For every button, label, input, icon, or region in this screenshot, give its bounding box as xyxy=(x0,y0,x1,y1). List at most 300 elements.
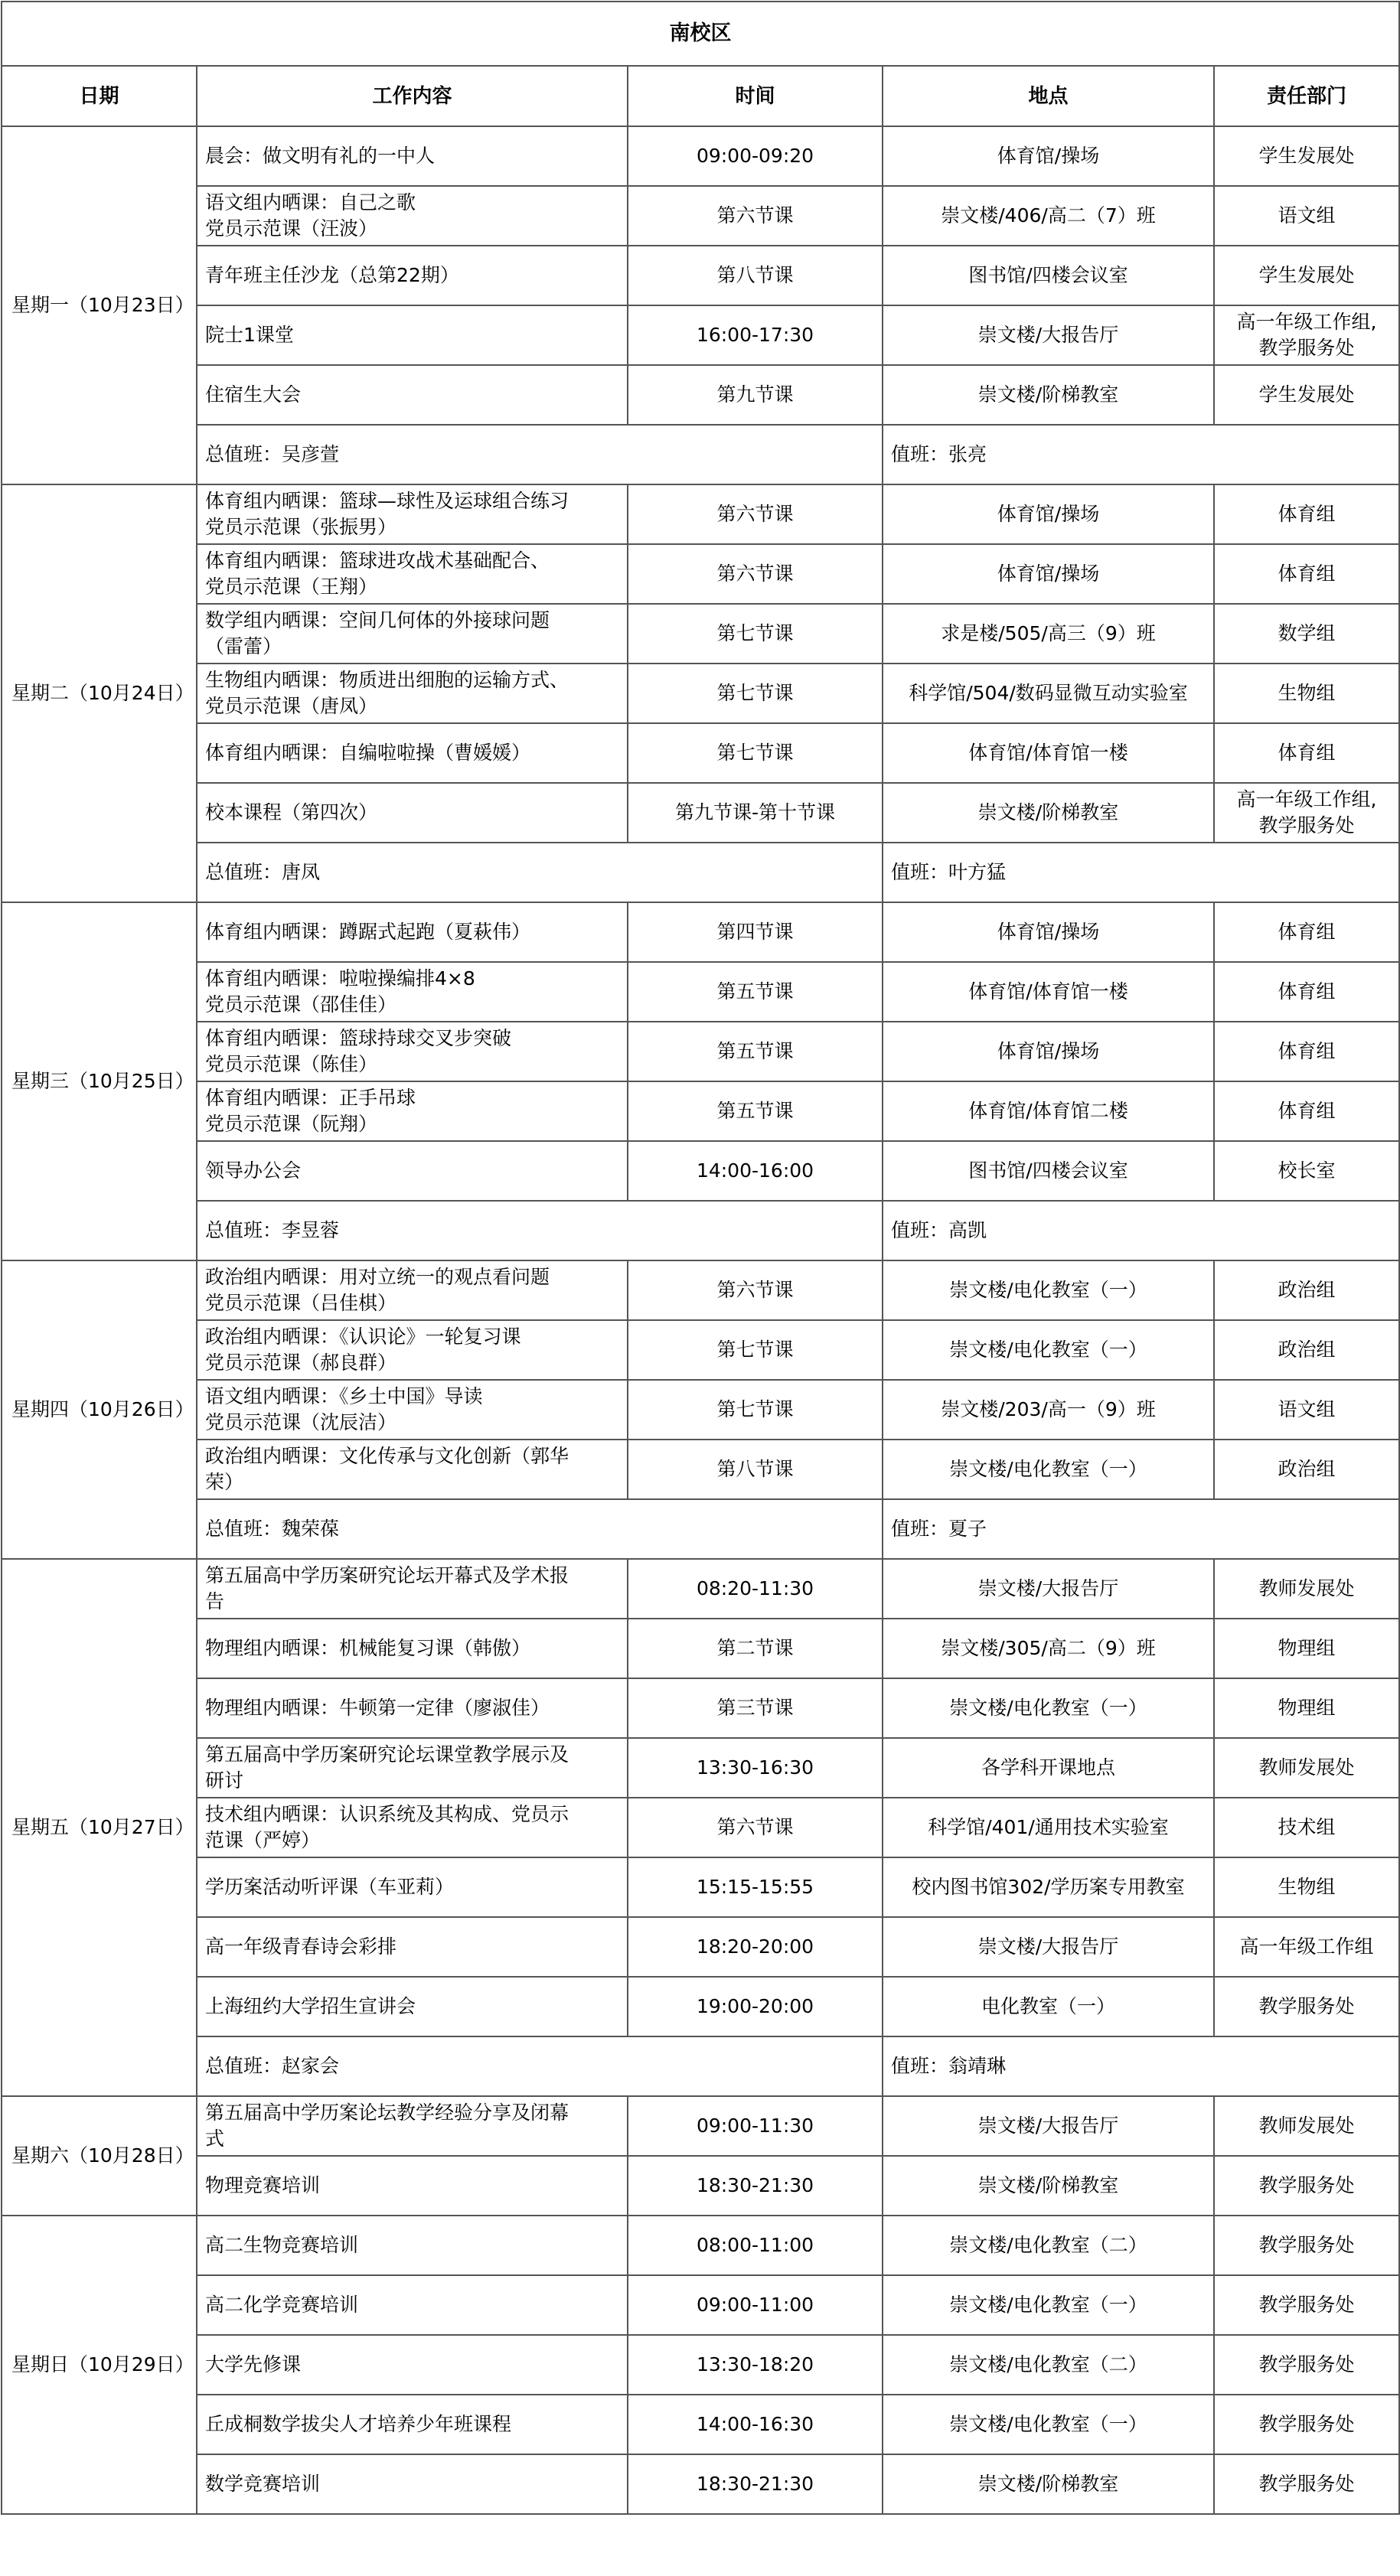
dept-cell-text: 体育组 xyxy=(1278,980,1336,1003)
place-cell xyxy=(883,1678,1214,1738)
work-content-cell-text: 范课（严婷） xyxy=(205,1829,321,1851)
dept-cell-text: 高一年级工作组, xyxy=(1236,311,1377,333)
time-cell xyxy=(628,1440,883,1499)
table-row xyxy=(2,1141,1399,1201)
header-place: 地点 xyxy=(883,66,1214,126)
time-cell xyxy=(628,1917,883,1977)
place-cell-text: 电化教室（一） xyxy=(981,1995,1115,2017)
table-row xyxy=(2,783,1399,843)
dept-cell-text: 政治组 xyxy=(1278,1339,1336,1361)
dept-cell xyxy=(1214,1260,1399,1320)
dept-cell xyxy=(1214,186,1399,246)
dept-cell-text: 高一年级工作组 xyxy=(1239,1935,1374,1958)
work-content-cell-text: 政治组内晒课：用对立统一的观点看问题 xyxy=(205,1266,550,1288)
dept-cell-text: 技术组 xyxy=(1278,1816,1336,1838)
time-cell xyxy=(628,2216,883,2275)
header-dept: 责任部门 xyxy=(1214,66,1399,126)
place-cell-text: 崇文楼/大报告厅 xyxy=(977,324,1119,346)
place-cell-text: 崇文楼/阶梯教室 xyxy=(977,2473,1119,2495)
work-content-cell-text: 数学组内晒课：空间几何体的外接球问题 xyxy=(205,609,550,631)
place-cell xyxy=(883,783,1214,843)
place-cell-text: 崇文楼/电化教室（一） xyxy=(949,1279,1147,1301)
table-row xyxy=(2,1081,1399,1141)
work-content-cell xyxy=(197,1798,628,1857)
time-cell xyxy=(628,902,883,962)
work-content-cell-text: 政治组内晒课：《认识论》一轮复习课 xyxy=(205,1325,521,1348)
dept-cell xyxy=(1214,484,1399,544)
place-cell-text: 校内图书馆302/学历案专用教室 xyxy=(912,1876,1185,1898)
table-row xyxy=(2,1320,1399,1380)
table-row xyxy=(2,962,1399,1022)
time-cell xyxy=(628,186,883,246)
work-content-cell-text: 生物组内晒课：物质进出细胞的运输方式、 xyxy=(205,669,569,691)
day-label-cell xyxy=(2,126,197,484)
dept-cell-text: 政治组 xyxy=(1278,1279,1336,1301)
dept-cell-text: 学生发展处 xyxy=(1258,145,1355,167)
dept-cell xyxy=(1214,1977,1399,2036)
place-cell xyxy=(883,1440,1214,1499)
time-cell-text: 第七节课 xyxy=(716,622,794,644)
work-content-cell-text: 物理组内晒课：牛顿第一定律（廖淑佳） xyxy=(205,1697,550,1719)
work-content-cell-text: 第五届高中学历案研究论坛课堂教学展示及 xyxy=(205,1743,569,1766)
dept-cell xyxy=(1214,1141,1399,1201)
dept-cell-text: 教学服务处 xyxy=(1258,2234,1355,2256)
place-cell-text: 崇文楼/203/高一（9）班 xyxy=(941,1398,1156,1420)
duty-row xyxy=(2,1499,1399,1559)
work-content-cell-text: 党员示范课（王翔） xyxy=(205,576,378,598)
dept-cell xyxy=(1214,2335,1399,2395)
dept-cell xyxy=(1214,1022,1399,1081)
time-cell-text: 第七节课 xyxy=(716,682,794,704)
duty-row xyxy=(2,843,1399,902)
work-content-cell-text: 式 xyxy=(205,2128,225,2150)
time-cell-text: 18:20-20:00 xyxy=(696,1935,814,1958)
place-cell xyxy=(883,1022,1214,1081)
place-cell-text: 体育馆/操场 xyxy=(997,562,1100,585)
work-content-cell-text: 第五届高中学历案论坛教学经验分享及闭幕 xyxy=(205,2102,569,2124)
dept-cell xyxy=(1214,1678,1399,1738)
work-content-cell-text: 党员示范课（吕佳棋） xyxy=(205,1292,397,1314)
time-cell-text: 09:00-09:20 xyxy=(696,145,814,167)
time-cell-text: 第六节课 xyxy=(716,204,794,227)
dept-cell-text: 体育组 xyxy=(1278,562,1336,585)
day-label-cell-text: 星期五（10月27日） xyxy=(11,1816,194,1838)
time-cell-text: 第七节课 xyxy=(716,1398,794,1420)
time-cell-text: 08:00-11:00 xyxy=(696,2234,814,2256)
dept-cell-text: 教学服务处 xyxy=(1258,1995,1355,2017)
work-content-cell xyxy=(197,1260,628,1320)
time-cell xyxy=(628,664,883,723)
time-cell xyxy=(628,1320,883,1380)
schedule-body xyxy=(2,126,1399,2514)
place-cell-text: 崇文楼/阶梯教室 xyxy=(977,801,1119,823)
time-cell xyxy=(628,1798,883,1857)
place-cell xyxy=(883,962,1214,1022)
time-cell xyxy=(628,2275,883,2335)
work-content-cell-text: （雷蕾） xyxy=(205,635,282,657)
place-cell xyxy=(883,1977,1214,2036)
table-row xyxy=(2,1440,1399,1499)
time-cell xyxy=(628,1559,883,1619)
time-cell xyxy=(628,962,883,1022)
place-cell-text: 崇文楼/阶梯教室 xyxy=(977,2174,1119,2196)
table-row xyxy=(2,604,1399,664)
place-cell xyxy=(883,2395,1214,2454)
work-content-cell xyxy=(197,664,628,723)
time-cell xyxy=(628,1141,883,1201)
time-cell-text: 08:20-11:30 xyxy=(696,1577,814,1599)
place-cell-text: 图书馆/四楼会议室 xyxy=(968,1159,1128,1182)
place-cell-text: 体育馆/操场 xyxy=(997,145,1100,167)
work-content-cell-text: 党员示范课（陈佳） xyxy=(205,1053,378,1075)
dept-cell-text: 体育组 xyxy=(1278,1100,1336,1122)
chief-duty-cell-text: 总值班：赵家会 xyxy=(205,2055,340,2077)
place-cell-text: 崇文楼/305/高二（9）班 xyxy=(941,1637,1156,1659)
place-cell xyxy=(883,1619,1214,1678)
place-cell xyxy=(883,2216,1214,2275)
duty-cell-text: 值班：夏子 xyxy=(891,1518,987,1540)
chief-duty-cell-text: 总值班：吴彦萱 xyxy=(205,443,340,465)
dept-cell xyxy=(1214,2454,1399,2514)
table-row xyxy=(2,544,1399,604)
work-content-cell-text: 丘成桐数学拔尖人才培养少年班课程 xyxy=(205,2413,512,2435)
work-content-cell xyxy=(197,1081,628,1141)
header-date: 日期 xyxy=(2,66,197,126)
duty-cell xyxy=(883,2036,1399,2096)
work-content-cell-text: 高二生物竞赛培训 xyxy=(205,2234,359,2256)
day-label-cell xyxy=(2,484,197,902)
place-cell-text: 崇文楼/阶梯教室 xyxy=(977,383,1119,406)
work-content-cell-text: 荣） xyxy=(205,1471,244,1493)
work-content-cell-text: 党员示范课（汪波） xyxy=(205,217,378,240)
dept-cell-text: 教学服务处 xyxy=(1258,2294,1355,2316)
time-cell xyxy=(628,1738,883,1798)
work-content-cell-text: 党员示范课（沈辰洁） xyxy=(205,1411,397,1433)
duty-cell xyxy=(883,1201,1399,1260)
work-content-cell xyxy=(197,1380,628,1440)
table-row xyxy=(2,305,1399,365)
duty-row xyxy=(2,2036,1399,2096)
place-cell-text: 体育馆/体育馆一楼 xyxy=(968,980,1128,1003)
work-content-cell-text: 告 xyxy=(205,1590,225,1612)
dept-cell-text: 教学服务处 xyxy=(1258,2353,1355,2375)
duty-cell-text: 值班：翁靖琳 xyxy=(891,2055,1007,2077)
table-title: 南校区 xyxy=(2,2,1399,66)
table-row xyxy=(2,1559,1399,1619)
header-row xyxy=(2,66,1399,126)
table-row xyxy=(2,1917,1399,1977)
dept-cell xyxy=(1214,305,1399,365)
table-row xyxy=(2,664,1399,723)
day-label-cell-text: 星期一（10月23日） xyxy=(11,294,194,316)
time-cell-text: 第六节课 xyxy=(716,1279,794,1301)
dept-cell xyxy=(1214,544,1399,604)
time-cell xyxy=(628,2335,883,2395)
chief-duty-cell-text: 总值班：李昱蓉 xyxy=(205,1219,340,1241)
duty-row xyxy=(2,425,1399,484)
dept-cell-text: 教学服务处 xyxy=(1258,814,1355,836)
time-cell xyxy=(628,2096,883,2156)
work-content-cell-text: 研讨 xyxy=(205,1769,244,1792)
place-cell xyxy=(883,2096,1214,2156)
table-row xyxy=(2,2275,1399,2335)
dept-cell-text: 生物组 xyxy=(1278,1876,1336,1898)
table-row xyxy=(2,1738,1399,1798)
place-cell xyxy=(883,902,1214,962)
dept-cell-text: 教师发展处 xyxy=(1258,1577,1355,1599)
header-time: 时间 xyxy=(628,66,883,126)
time-cell xyxy=(628,126,883,186)
work-content-cell-text: 体育组内晒课：蹲踞式起跑（夏萩伟） xyxy=(205,921,531,943)
table-row xyxy=(2,2454,1399,2514)
time-cell xyxy=(628,2454,883,2514)
time-cell-text: 16:00-17:30 xyxy=(696,324,814,346)
work-content-cell xyxy=(197,1857,628,1917)
place-cell-text: 体育馆/操场 xyxy=(997,921,1100,943)
time-cell-text: 第六节课 xyxy=(716,1816,794,1838)
day-label-cell xyxy=(2,2096,197,2216)
work-content-cell xyxy=(197,1738,628,1798)
work-content-cell-text: 大学先修课 xyxy=(205,2353,302,2375)
time-cell-text: 14:00-16:30 xyxy=(696,2413,814,2435)
place-cell-text: 崇文楼/电化教室（一） xyxy=(949,2294,1147,2316)
table-row xyxy=(2,484,1399,544)
duty-cell-text: 值班：张亮 xyxy=(891,443,987,465)
work-content-cell xyxy=(197,2096,628,2156)
work-content-cell-text: 青年班主任沙龙（总第22期） xyxy=(205,264,459,286)
time-cell xyxy=(628,783,883,843)
work-content-cell-text: 党员示范课（张振男） xyxy=(205,516,397,538)
dept-cell xyxy=(1214,1738,1399,1798)
day-label-cell xyxy=(2,902,197,1260)
work-content-cell xyxy=(197,902,628,962)
work-content-cell-text: 党员示范课（阮翔） xyxy=(205,1113,378,1135)
day-label-cell xyxy=(2,1260,197,1559)
time-cell-text: 18:30-21:30 xyxy=(696,2174,814,2196)
chief-duty-cell xyxy=(197,2036,883,2096)
dept-cell xyxy=(1214,126,1399,186)
place-cell xyxy=(883,246,1214,305)
work-content-cell-text: 体育组内晒课：篮球持球交叉步突破 xyxy=(205,1027,512,1049)
table-row xyxy=(2,2096,1399,2156)
dept-cell xyxy=(1214,2395,1399,2454)
work-content-cell-text: 体育组内晒课：啦啦操编排4×8 xyxy=(205,967,475,990)
time-cell xyxy=(628,1022,883,1081)
work-content-cell xyxy=(197,1559,628,1619)
work-content-cell-text: 党员示范课（唐凤） xyxy=(205,695,378,717)
work-content-cell-text: 高一年级青春诗会彩排 xyxy=(205,1935,397,1958)
time-cell-text: 第七节课 xyxy=(716,742,794,764)
dept-cell xyxy=(1214,246,1399,305)
dept-cell-text: 学生发展处 xyxy=(1258,264,1355,286)
place-cell xyxy=(883,186,1214,246)
place-cell xyxy=(883,1380,1214,1440)
place-cell-text: 体育馆/操场 xyxy=(997,1040,1100,1062)
table-row xyxy=(2,2156,1399,2216)
place-cell xyxy=(883,1917,1214,1977)
table-row xyxy=(2,1678,1399,1738)
work-content-cell-text: 物理组内晒课：机械能复习课（韩傲） xyxy=(205,1637,531,1659)
place-cell-text: 崇文楼/电化教室（二） xyxy=(949,2353,1147,2375)
work-content-cell xyxy=(197,2395,628,2454)
time-cell xyxy=(628,1857,883,1917)
place-cell-text: 崇文楼/406/高二（7）班 xyxy=(941,204,1156,227)
time-cell xyxy=(628,1977,883,2036)
dept-cell-text: 教学服务处 xyxy=(1258,2413,1355,2435)
work-content-cell xyxy=(197,783,628,843)
table-row xyxy=(2,902,1399,962)
time-cell-text: 19:00-20:00 xyxy=(696,1995,814,2017)
time-cell-text: 第五节课 xyxy=(716,980,794,1003)
time-cell-text: 18:30-21:30 xyxy=(696,2473,814,2495)
place-cell xyxy=(883,1141,1214,1201)
table-row xyxy=(2,1798,1399,1857)
place-cell-text: 崇文楼/电化教室（二） xyxy=(949,2234,1147,2256)
dept-cell-text: 生物组 xyxy=(1278,682,1336,704)
time-cell-text: 第七节课 xyxy=(716,1339,794,1361)
work-content-cell xyxy=(197,1320,628,1380)
place-cell-text: 科学馆/504/数码显微互动实验室 xyxy=(909,682,1188,704)
dept-cell xyxy=(1214,1081,1399,1141)
work-content-cell xyxy=(197,1977,628,2036)
time-cell-text: 09:00-11:30 xyxy=(696,2115,814,2137)
place-cell-text: 求是楼/505/高三（9）班 xyxy=(941,622,1156,644)
table-row xyxy=(2,1977,1399,2036)
place-cell xyxy=(883,1260,1214,1320)
table-row xyxy=(2,2216,1399,2275)
table-row xyxy=(2,246,1399,305)
work-content-cell-text: 技术组内晒课：认识系统及其构成、党员示 xyxy=(205,1803,569,1825)
work-content-cell-text: 学历案活动听评课（车亚莉） xyxy=(205,1876,455,1898)
time-cell xyxy=(628,1081,883,1141)
time-cell xyxy=(628,2156,883,2216)
time-cell xyxy=(628,1678,883,1738)
work-content-cell xyxy=(197,1141,628,1201)
dept-cell xyxy=(1214,664,1399,723)
time-cell-text: 15:15-15:55 xyxy=(696,1876,814,1898)
time-cell-text: 第六节课 xyxy=(716,503,794,525)
work-content-cell-text: 体育组内晒课：正手吊球 xyxy=(205,1087,416,1109)
table-row xyxy=(2,1260,1399,1320)
work-content-cell xyxy=(197,305,628,365)
dept-cell xyxy=(1214,723,1399,783)
place-cell xyxy=(883,2156,1214,2216)
dept-cell-text: 体育组 xyxy=(1278,503,1336,525)
day-label-cell-text: 星期六（10月28日） xyxy=(11,2144,194,2167)
time-cell-text: 13:30-18:20 xyxy=(696,2353,814,2375)
table-row xyxy=(2,1380,1399,1440)
place-cell xyxy=(883,126,1214,186)
time-cell-text: 13:30-16:30 xyxy=(696,1756,814,1779)
duty-cell xyxy=(883,425,1399,484)
work-content-cell xyxy=(197,1678,628,1738)
work-content-cell-text: 党员示范课（邵佳佳） xyxy=(205,993,397,1016)
place-cell xyxy=(883,544,1214,604)
time-cell xyxy=(628,305,883,365)
chief-duty-cell xyxy=(197,1499,883,1559)
table-row xyxy=(2,2395,1399,2454)
place-cell xyxy=(883,2275,1214,2335)
time-cell-text: 09:00-11:00 xyxy=(696,2294,814,2316)
work-content-cell-text: 晨会：做文明有礼的一中人 xyxy=(205,145,436,167)
time-cell-text: 第三节课 xyxy=(716,1697,794,1719)
place-cell xyxy=(883,604,1214,664)
place-cell xyxy=(883,1559,1214,1619)
time-cell xyxy=(628,484,883,544)
work-content-cell xyxy=(197,1619,628,1678)
place-cell xyxy=(883,2454,1214,2514)
place-cell xyxy=(883,664,1214,723)
day-label-cell xyxy=(2,2216,197,2514)
work-content-cell-text: 语文组内晒课：《乡土中国》导读 xyxy=(205,1385,483,1407)
dept-cell xyxy=(1214,1440,1399,1499)
place-cell xyxy=(883,365,1214,425)
place-cell-text: 崇文楼/电化教室（一） xyxy=(949,2413,1147,2435)
table-row xyxy=(2,126,1399,186)
place-cell xyxy=(883,1798,1214,1857)
time-cell xyxy=(628,604,883,664)
day-label-cell-text: 星期三（10月25日） xyxy=(11,1070,194,1092)
time-cell xyxy=(628,1380,883,1440)
place-cell xyxy=(883,723,1214,783)
work-content-cell-text: 体育组内晒课：篮球进攻战术基础配合、 xyxy=(205,549,550,572)
work-content-cell-text: 上海纽约大学招生宣讲会 xyxy=(205,1995,416,2017)
time-cell-text: 14:00-16:00 xyxy=(696,1159,814,1182)
dept-cell-text: 物理组 xyxy=(1278,1697,1336,1719)
table-row xyxy=(2,2335,1399,2395)
time-cell xyxy=(628,544,883,604)
dept-cell xyxy=(1214,2096,1399,2156)
table-row xyxy=(2,186,1399,246)
place-cell xyxy=(883,1738,1214,1798)
place-cell xyxy=(883,1081,1214,1141)
dept-cell xyxy=(1214,1559,1399,1619)
place-cell xyxy=(883,305,1214,365)
dept-cell-text: 体育组 xyxy=(1278,742,1336,764)
work-content-cell xyxy=(197,962,628,1022)
dept-cell xyxy=(1214,2275,1399,2335)
place-cell-text: 科学馆/401/通用技术实验室 xyxy=(928,1816,1169,1838)
day-label-cell-text: 星期日（10月29日） xyxy=(11,2353,194,2375)
table-row xyxy=(2,1619,1399,1678)
time-cell-text: 第五节课 xyxy=(716,1100,794,1122)
work-content-cell xyxy=(197,246,628,305)
dept-cell xyxy=(1214,604,1399,664)
place-cell-text: 崇文楼/大报告厅 xyxy=(977,1577,1119,1599)
dept-cell xyxy=(1214,1619,1399,1678)
day-label-cell-text: 星期二（10月24日） xyxy=(11,682,194,704)
work-content-cell-text: 领导办公会 xyxy=(205,1159,302,1182)
chief-duty-cell-text: 总值班：魏荣葆 xyxy=(205,1518,340,1540)
place-cell xyxy=(883,1320,1214,1380)
place-cell xyxy=(883,1857,1214,1917)
time-cell-text: 第八节课 xyxy=(716,1458,794,1480)
work-content-cell xyxy=(197,1917,628,1977)
work-content-cell-text: 体育组内晒课：自编啦啦操（曹媛媛） xyxy=(205,742,531,764)
work-content-cell-text: 党员示范课（郝良群） xyxy=(205,1352,397,1374)
work-content-cell-text: 政治组内晒课：文化传承与文化创新（郭华 xyxy=(205,1445,569,1467)
place-cell-text: 崇文楼/大报告厅 xyxy=(977,2115,1119,2137)
work-content-cell-text: 高二化学竞赛培训 xyxy=(205,2294,359,2316)
table-row xyxy=(2,365,1399,425)
place-cell-text: 体育馆/操场 xyxy=(997,503,1100,525)
work-content-cell xyxy=(197,1440,628,1499)
dept-cell-text: 校长室 xyxy=(1278,1159,1336,1182)
dept-cell-text: 语文组 xyxy=(1278,204,1336,227)
dept-cell xyxy=(1214,1917,1399,1977)
duty-row xyxy=(2,1201,1399,1260)
work-content-cell xyxy=(197,723,628,783)
